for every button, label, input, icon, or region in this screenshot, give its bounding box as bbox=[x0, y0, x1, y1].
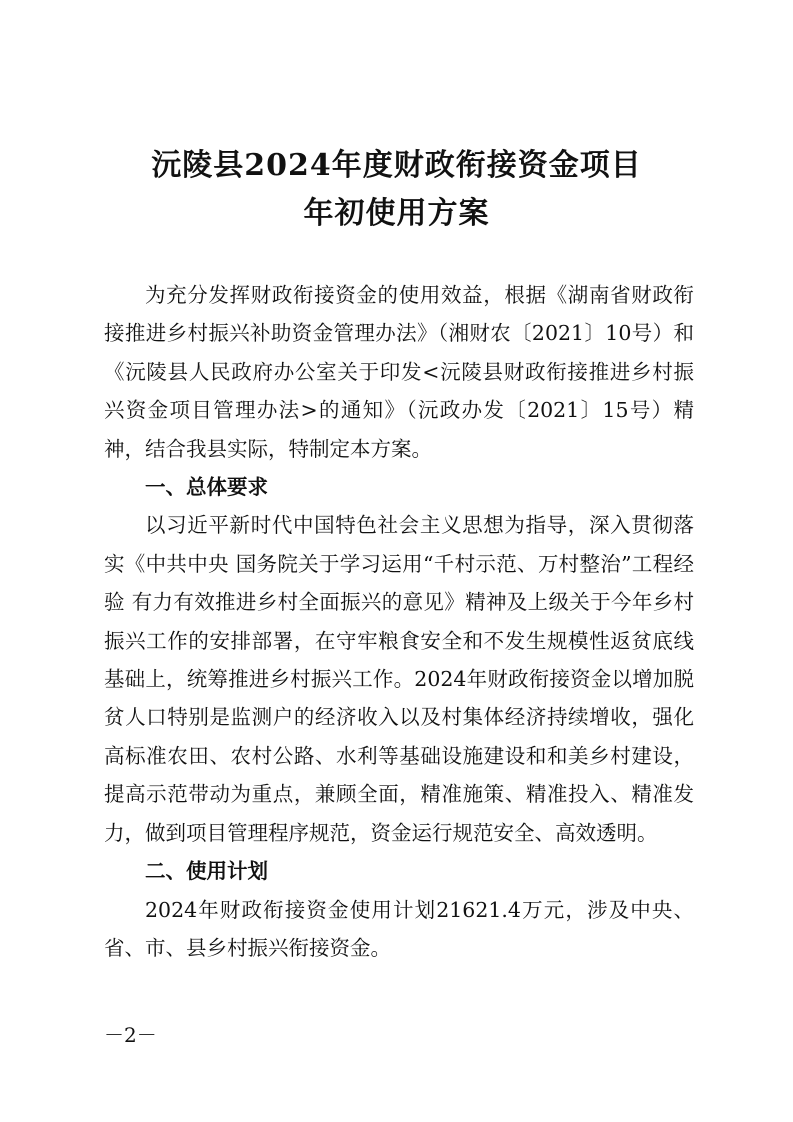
section1-paragraph: 以习近平新时代中国特色社会主义思想为指导，深入贯彻落实《中共中央 国务院关于学习运用“千村示范、万村整治”工程经验 有力有效推进乡村全面振兴的意见》精神及上级关于今年乡村振兴工作的安排部署，在守牢粮食安全和不发生规模性返贫底线基础上，统筹推进乡村振兴工作。2024年财政衔接资金以增加脱贫人口特别是监测户的经济收入以及村集体经济持续增收，强化高标准农田、农村公路、水利等基础设施建设和和美乡村建设，提高示范带动为重点，兼顾全面，精准施策、精准投入、精准发力，做到项目管理程序规范，资金运行规范安全、高效透明。 bbox=[104, 513, 694, 845]
section2-paragraph: 2024年财政衔接资金使用计划21621.4万元，涉及中央、省、市、县乡村振兴衔接资金。 bbox=[104, 897, 694, 960]
document-title-line2: 年初使用方案 bbox=[303, 196, 490, 231]
intro-paragraph: 为充分发挥财政衔接资金的使用效益，根据《湖南省财政衔接推进乡村振兴补助资金管理办法》（湘财农〔2021〕10号）和《沅陵县人民政府办公室关于印发<沅陵县财政衔接推进乡村振兴资金项目管理办法>的通知》（沅政办发〔2021〕15号）精神，结合我县实际，特制定本方案。 bbox=[104, 283, 694, 461]
page-number: －2－ bbox=[104, 1023, 157, 1047]
document-title-line1: 沅陵县2024年度财政衔接资金项目 bbox=[151, 148, 642, 183]
section1-heading: 一、总体要求 bbox=[145, 475, 268, 500]
section2-heading: 二、使用计划 bbox=[145, 859, 268, 884]
document-body bbox=[104, 276, 694, 967]
